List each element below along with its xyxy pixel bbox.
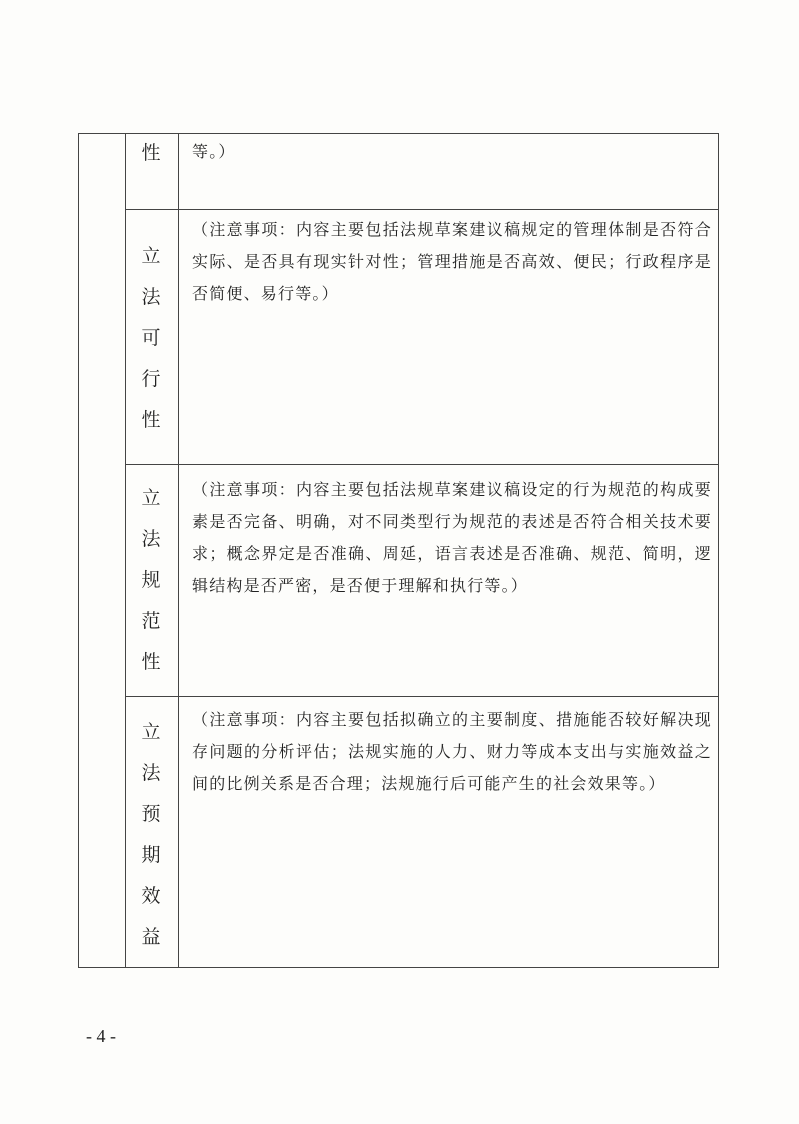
row-label-char: 法 <box>141 528 161 550</box>
row-text-4: （注意事项：内容主要包括拟确立的主要制度、措施能否较好解决现存问题的分析评估；法规实施的人力、财力等成本支出与实施效益之间的比例关系是否合理；法规施行后可能产生的社会效果等。） <box>192 710 712 793</box>
page-number: - 4 - <box>86 1026 116 1046</box>
row-label-4 <box>136 712 166 958</box>
row-label-char: 规 <box>141 569 161 591</box>
column-divider-1 <box>125 133 126 968</box>
row-divider-3 <box>125 696 719 697</box>
row-label-char: 益 <box>141 926 161 948</box>
row-label-char: 可 <box>141 327 161 349</box>
row-label-char: 法 <box>141 762 161 784</box>
row-text-2: （注意事项：内容主要包括法规草案建议稿规定的管理体制是否符合实际、是否具有现实针对性；管理措施是否高效、便民；行政程序是否简便、易行等。） <box>192 220 712 303</box>
row-label-char: 效 <box>141 885 161 907</box>
row-text-1: 等。） <box>192 142 236 161</box>
row-label-3 <box>136 478 166 683</box>
row-label-char: 立 <box>141 721 161 743</box>
row-label-char: 法 <box>141 286 161 308</box>
row-divider-1 <box>125 209 719 210</box>
row-divider-2 <box>125 464 719 465</box>
column-divider-2 <box>178 133 179 968</box>
row-label-char: 范 <box>141 610 161 632</box>
row-label-char: 立 <box>141 245 161 267</box>
row-text-3: （注意事项：内容主要包括法规草案建议稿设定的行为规范的构成要素是否完备、明确，对不同类型行为规范的表述是否符合相关技术要求；概念界定是否准确、周延，语言表述是否准确、规范、简明，逻辑结构是否严密，是否便于理解和执行等。） <box>192 480 712 595</box>
row-label-char: 预 <box>141 803 161 825</box>
row-label-char: 立 <box>141 487 161 509</box>
row-label-char: 期 <box>141 844 161 866</box>
row-label-1 <box>136 133 166 174</box>
row-label-char: 性 <box>141 409 161 431</box>
row-label-char: 性 <box>141 142 161 164</box>
row-label-2 <box>136 236 166 441</box>
row-label-char: 性 <box>141 651 161 673</box>
row-label-char: 行 <box>141 368 161 390</box>
